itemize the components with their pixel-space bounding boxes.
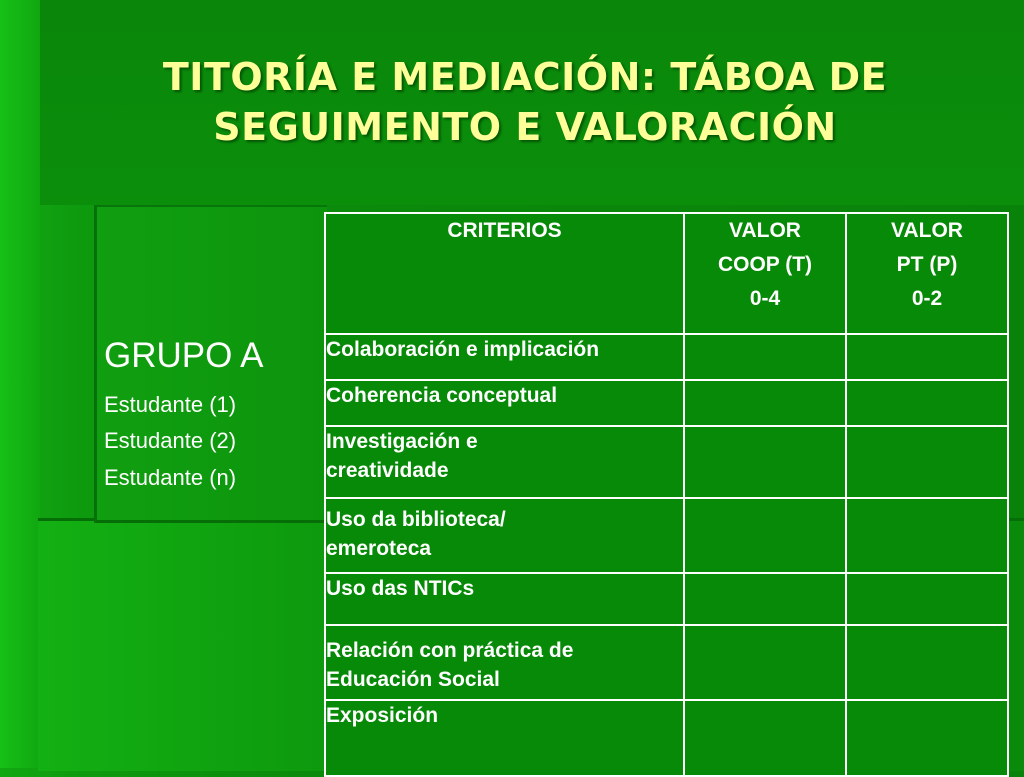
header-valor-pt — [846, 213, 1008, 334]
pt-value-cell[interactable] — [846, 426, 1008, 498]
header-label: PT (P) — [896, 253, 958, 276]
table-row — [325, 573, 1008, 625]
criterion-label: Uso da biblioteca/ — [326, 508, 506, 531]
table-row — [325, 700, 1008, 776]
criterion-cell — [325, 426, 684, 498]
table-row — [325, 426, 1008, 498]
criterion-label: Investigación e — [326, 430, 478, 453]
criterion-cell — [325, 573, 684, 625]
group-name: GRUPO A — [104, 336, 264, 375]
coop-value-cell[interactable] — [684, 700, 846, 776]
criterion-label: creatividade — [326, 459, 449, 482]
coop-value-cell[interactable] — [684, 498, 846, 573]
evaluation-table — [324, 212, 1009, 777]
header-label: 0-4 — [749, 287, 781, 310]
table-row — [325, 334, 1008, 380]
header-criterios — [325, 213, 684, 334]
coop-value-cell[interactable] — [684, 380, 846, 426]
student-item: Estudante (1) — [104, 392, 237, 417]
table-row — [325, 498, 1008, 573]
slide-title — [60, 52, 990, 152]
header-label: VALOR — [891, 219, 963, 242]
coop-value-cell[interactable] — [684, 334, 846, 380]
header-label: CRITERIOS — [447, 219, 562, 242]
criterion-label: emeroteca — [326, 537, 432, 560]
student-item: Estudante (n) — [104, 465, 237, 490]
pt-value-cell[interactable] — [846, 380, 1008, 426]
criterion-cell — [325, 498, 684, 573]
pt-value-cell[interactable] — [846, 700, 1008, 776]
table-row — [325, 380, 1008, 426]
header-valor-coop — [684, 213, 846, 334]
criterion-cell — [325, 625, 684, 700]
header-label: COOP (T) — [717, 253, 813, 276]
criterion-label: Educación Social — [326, 668, 500, 691]
criterion-label: Relación con práctica de — [326, 639, 574, 662]
student-item: Estudante (2) — [104, 428, 237, 453]
slide-title-line-1: TITORÍA E MEDIACIÓN: TÁBOA DE — [162, 55, 888, 99]
criterion-cell — [325, 700, 684, 776]
slide-title-line-2: SEGUIMENTO E VALORACIÓN — [213, 105, 837, 149]
header-label: 0-2 — [911, 287, 943, 310]
table-row — [325, 625, 1008, 700]
criterion-cell — [325, 380, 684, 426]
pt-value-cell[interactable] — [846, 334, 1008, 380]
coop-value-cell[interactable] — [684, 573, 846, 625]
header-label: VALOR — [729, 219, 801, 242]
criterion-label: Coherencia conceptual — [326, 384, 558, 407]
criterion-label: Colaboración e implicación — [326, 338, 600, 361]
coop-value-cell[interactable] — [684, 625, 846, 700]
pt-value-cell[interactable] — [846, 625, 1008, 700]
coop-value-cell[interactable] — [684, 426, 846, 498]
table-header-row — [325, 213, 1008, 334]
criterion-label: Uso das NTICs — [326, 577, 475, 600]
left-accent-strip — [0, 0, 40, 768]
criterion-cell — [325, 334, 684, 380]
criterion-label: Exposición — [326, 704, 439, 727]
pt-value-cell[interactable] — [846, 573, 1008, 625]
pt-value-cell[interactable] — [846, 498, 1008, 573]
